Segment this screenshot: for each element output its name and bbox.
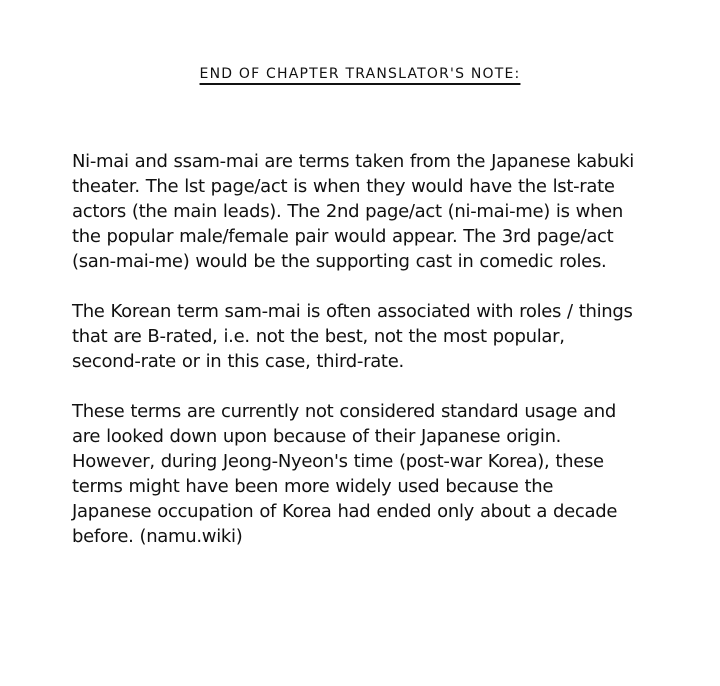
text-line: actors (the main leads). The 2nd page/act (ni-mai-me) is when bbox=[72, 201, 624, 222]
text-line: before. (namu.wiki) bbox=[72, 526, 243, 547]
text-line: Ni-mai and ssam-mai are terms taken from the Japanese kabuki bbox=[72, 151, 634, 172]
text-line: the popular male/female pair would appear. The 3rd page/act bbox=[72, 226, 614, 247]
text-line: terms might have been more widely used because the bbox=[72, 476, 554, 497]
text-line: that are B-rated, i.e. not the best, not the most popular, bbox=[72, 326, 565, 347]
text-line: These terms are currently not considered standard usage and bbox=[72, 401, 617, 422]
text-line: Japanese occupation of Korea had ended only about a decade bbox=[72, 501, 618, 522]
note-title: END OF CHAPTER TRANSLATOR'S NOTE: bbox=[199, 66, 521, 82]
text-line: (san-mai-me) would be the supporting cast in comedic roles. bbox=[72, 251, 607, 272]
text-line: second-rate or in this case, third-rate. bbox=[72, 351, 404, 372]
paragraph-korean-term bbox=[72, 299, 672, 374]
text-line: However, during Jeong-Nyeon's time (post-war Korea), these bbox=[72, 451, 604, 472]
text-line: are looked down upon because of their Japanese origin. bbox=[72, 426, 562, 447]
note-body bbox=[72, 149, 672, 574]
text-line: theater. The lst page/act is when they would have the lst-rate bbox=[72, 176, 615, 197]
paragraph-usage bbox=[72, 399, 672, 549]
text-line: The Korean term sam-mai is often associated with roles / things bbox=[72, 301, 633, 322]
paragraph-kabuki-terms bbox=[72, 149, 672, 274]
